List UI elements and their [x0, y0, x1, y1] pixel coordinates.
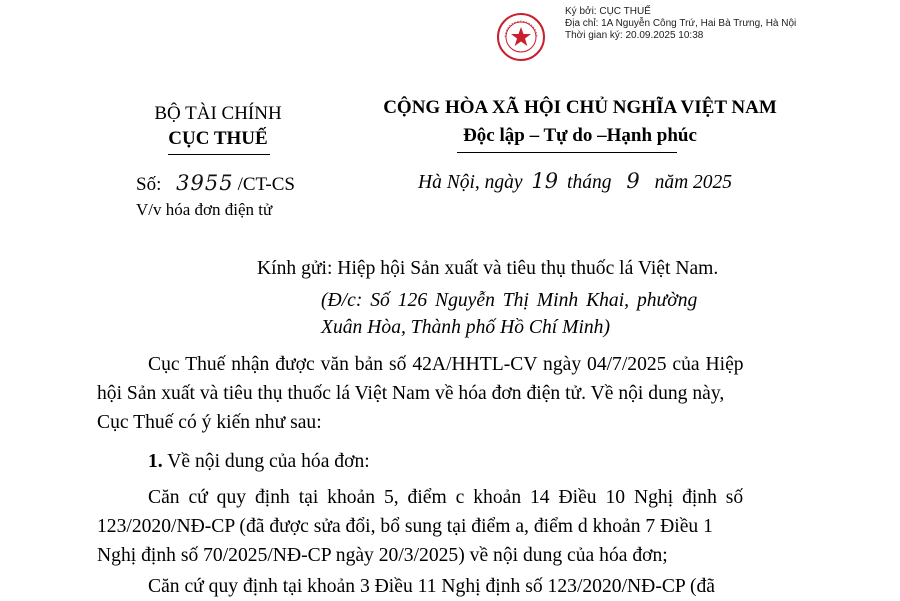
body-paragraph-1-line-1: Cục Thuế nhận được văn bản số 42A/HHTL-CV ngày 04/7/2025 của Hiệp	[148, 354, 744, 375]
section-1-number: 1.	[148, 451, 163, 472]
national-motto: Độc lập – Tự do –Hạnh phúc	[463, 125, 697, 146]
section-1-title: 1. Về nội dung của hóa đơn:	[148, 451, 370, 472]
republic-title: CỘNG HÒA XÃ HỘI CHỦ NGHĨA VIỆT NAM	[383, 97, 777, 118]
document-date	[418, 169, 732, 194]
body-paragraph-2-line-2: 123/2020/NĐ-CP (đã được sửa đổi, bổ sung tại điểm a, điểm d khoản 7 Điều 1	[97, 516, 713, 537]
number-handwritten: 3955	[176, 171, 234, 195]
signature-signed-by: Ký bởi: CỤC THUẾ	[565, 6, 651, 17]
recipient-line	[257, 254, 718, 283]
body-paragraph-2-line-3: Nghị định số 70/2025/NĐ-CP ngày 20/3/2025) về nội dung của hóa đơn;	[97, 545, 668, 566]
body-paragraph-1-line-3: Cục Thuế có ý kiến như sau:	[97, 412, 322, 433]
department-name: CỤC THUẾ	[168, 128, 268, 149]
signature-address: Địa chỉ: 1A Nguyễn Công Trứ, Hai Bà Trưng, Hà Nội	[565, 18, 797, 29]
body-paragraph-3-line-1: Căn cứ quy định tại khoản 3 Điều 11 Nghị định số 123/2020/NĐ-CP (đã	[148, 576, 715, 597]
department-underline	[168, 154, 270, 155]
body-paragraph-1-line-2: hội Sản xuất và tiêu thụ thuốc lá Việt Nam về hóa đơn điện tử. Về nội dung này,	[97, 383, 725, 404]
date-day: 19	[531, 169, 559, 193]
recipient-label: Kính gửi:	[257, 258, 333, 279]
signature-time: Thời gian ký: 20.09.2025 10:38	[565, 30, 704, 41]
number-suffix: /CT-CS	[237, 174, 295, 195]
date-month-label: tháng	[567, 172, 612, 193]
document-number	[136, 171, 295, 196]
recipient-address-line2: Xuân Hòa, Thành phố Hồ Chí Minh)	[321, 317, 611, 338]
recipient-address-line1: (Đ/c: Số 126 Nguyễn Thị Minh Khai, phường	[321, 290, 698, 311]
number-prefix: Số:	[136, 174, 162, 195]
date-prefix: Hà Nội, ngày	[418, 172, 523, 193]
ministry-name: BỘ TÀI CHÍNH	[154, 103, 282, 124]
section-1-heading	[148, 447, 370, 476]
official-seal-icon	[496, 12, 546, 62]
recipient-name: Hiệp hội Sản xuất và tiêu thụ thuốc lá Việt Nam.	[337, 258, 719, 279]
date-year: năm 2025	[654, 172, 733, 193]
body-paragraph-2-line-1: Căn cứ quy định tại khoản 5, điểm c khoản 14 Điều 10 Nghị định số	[148, 487, 744, 508]
date-month: 9	[626, 169, 640, 193]
motto-underline	[457, 152, 677, 153]
document-subject: V/v hóa đơn điện tử	[136, 200, 273, 219]
